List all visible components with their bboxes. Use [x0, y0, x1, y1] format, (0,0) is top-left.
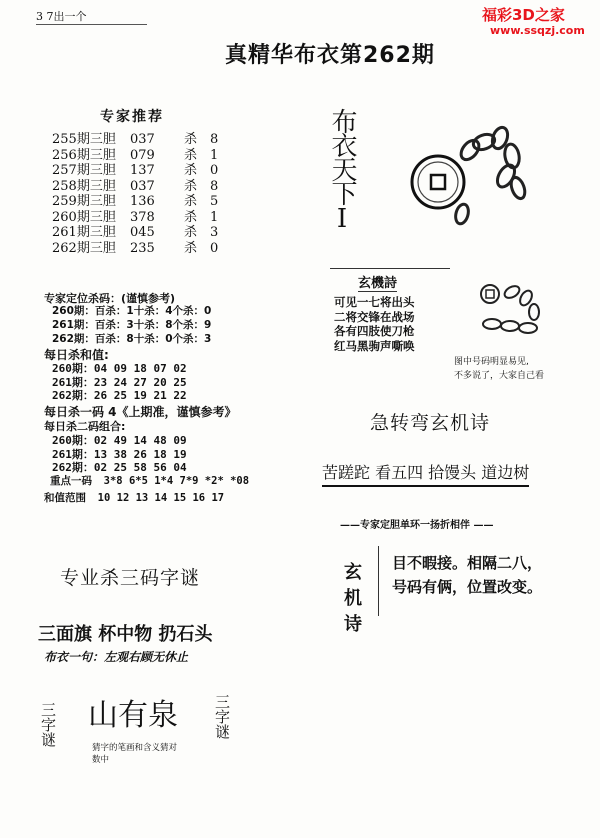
brand-name: 福彩3D之家 [482, 6, 565, 24]
expert-row-numbers: 045 [130, 225, 155, 240]
kill-two-row: 262期：02 25 58 56 04 [52, 461, 187, 474]
expert-row-period: 256期三胆 [52, 147, 116, 163]
sum-values-row: 260期：04 09 18 07 02 [52, 362, 187, 375]
expert-row-kill-value: 1 [210, 209, 219, 225]
expert-row-numbers: 079 [130, 147, 155, 163]
xuanji-caption-2: 不多说了，大家自己看 [454, 371, 545, 381]
expert-row-kill-label: 杀 [184, 209, 198, 225]
riddle-hint: 猜字的笔画和含义猜对数中 [92, 743, 178, 765]
expert-row-kill-label: 杀 [184, 225, 198, 240]
position-kill-heading: 专家定位杀码：(谨慎参考) [44, 292, 176, 305]
xuanji-vertical: 玄机诗 [341, 562, 362, 640]
riddle-big: 山有泉 [88, 698, 178, 733]
sum-range-value: 10 12 13 14 15 16 17 [97, 492, 225, 504]
sum-range-label: 和值范围 [44, 492, 86, 504]
xuanji-box-title: 玄機詩 [358, 272, 397, 292]
expert-line: ——专家定胆单环一扬折相伴 —— [340, 520, 494, 531]
expert-row-kill-value: 3 [210, 225, 219, 240]
expert-row-kill-label: 杀 [184, 178, 198, 194]
expert-row-period: 259期三胆 [52, 194, 116, 209]
expert-row-kill-value: 0 [210, 163, 219, 178]
expert-row-kill-label: 杀 [184, 240, 198, 256]
expert-row-kill-value: 8 [210, 132, 219, 147]
expert-row-numbers: 136 [130, 194, 155, 209]
expert-row-kill-label: 杀 [184, 147, 198, 163]
expert-row-kill-value: 8 [210, 178, 219, 194]
expert-row-kill-label: 杀 [184, 163, 198, 178]
expert-row-period: 258期三胆 [52, 178, 116, 194]
xuanji-poem-line-2: 号码有俩，位置改变。 [392, 578, 543, 596]
position-kill-row: 261期：百杀：3十杀：8个杀：9 [52, 319, 212, 331]
kill-two-row: 261期：13 38 26 18 19 [52, 447, 187, 461]
xuanji-box-line: 二将交锋在战场 [334, 309, 415, 324]
sum-values-row: 261期：23 24 27 20 25 [52, 375, 187, 389]
small-chain-graphic [472, 282, 552, 342]
position-kill-row: 262期：百杀：8十杀：0个杀：3 [52, 333, 212, 345]
expert-row-numbers: 378 [130, 209, 155, 225]
kill-two-heading: 每日杀二码组合: [44, 420, 126, 433]
xuanji-box-line: 红马黑驹声嘶唤 [334, 338, 415, 353]
expert-row-kill-value: 5 [210, 194, 219, 209]
xuanji-box-line: 各有四肢使刀枪 [334, 324, 415, 338]
kill-one-heading: 每日杀一码 4《上期准，谨慎参考》 [44, 405, 237, 419]
expert-row-kill-label: 杀 [184, 194, 198, 209]
expert-row-period: 261期三胆 [52, 225, 116, 240]
expert-row-numbers: 235 [130, 240, 155, 256]
expert-row-period: 260期三胆 [52, 209, 116, 225]
xuanji-caption-1: 图中号码明显易见, [454, 357, 529, 367]
expert-row [52, 237, 218, 256]
xuanji-box-line: 可见一七将出头 [334, 295, 415, 309]
turn-poem-line: 苦蹉跎 看五四 拾馒头 道边树 [322, 460, 529, 487]
expert-row-numbers: 137 [130, 163, 155, 178]
riddle-items: 三面旗 杯中物 扔石头 [38, 624, 213, 645]
brand-url[interactable]: www.ssqzj.com [490, 24, 585, 37]
position-kill-row: 260期：百杀：1十杀：4个杀：0 [52, 305, 212, 317]
xuanji-poem-line-1: 目不暇接。相隔二八， [392, 554, 543, 572]
riddle-heading: 专业杀三码字谜 [60, 567, 201, 589]
page-title: 真精华布衣第262期 [225, 43, 435, 68]
buyi-vertical: 布衣天下I [327, 108, 357, 232]
focus-code [50, 473, 249, 488]
expert-heading: 专家推荐 [100, 109, 164, 125]
riddle-side-right: 三字谜 [213, 694, 231, 739]
corner-note: 3 7出一个 [36, 8, 147, 25]
sum-range [44, 490, 224, 505]
expert-row-kill-value: 0 [210, 240, 219, 256]
buyi-line: 布衣一句：左观右顾无休止 [44, 650, 189, 664]
expert-row-numbers: 037 [130, 132, 155, 147]
expert-row-kill-value: 1 [210, 147, 219, 163]
expert-row-period: 262期三胆 [52, 240, 116, 256]
expert-row-period: 255期三胆 [52, 132, 116, 147]
expert-row-numbers: 037 [130, 178, 155, 194]
xuanji-divider [378, 546, 379, 616]
focus-code-label: 重点一码 [50, 475, 92, 487]
turn-poem-heading: 急转弯玄机诗 [370, 412, 491, 434]
sum-values-row: 262期：26 25 19 21 22 [52, 389, 187, 402]
sum-values-heading: 每日杀和值: [44, 348, 109, 362]
kill-two-row: 260期：02 49 14 48 09 [52, 434, 187, 447]
coin-chain-graphic [400, 122, 530, 242]
expert-row-kill-label: 杀 [184, 132, 198, 147]
focus-code-value: 3*8 6*5 1*4 7*9 *2* *08 [103, 475, 250, 487]
expert-row-period: 257期三胆 [52, 163, 116, 178]
riddle-side-left: 三字谜 [39, 702, 57, 747]
